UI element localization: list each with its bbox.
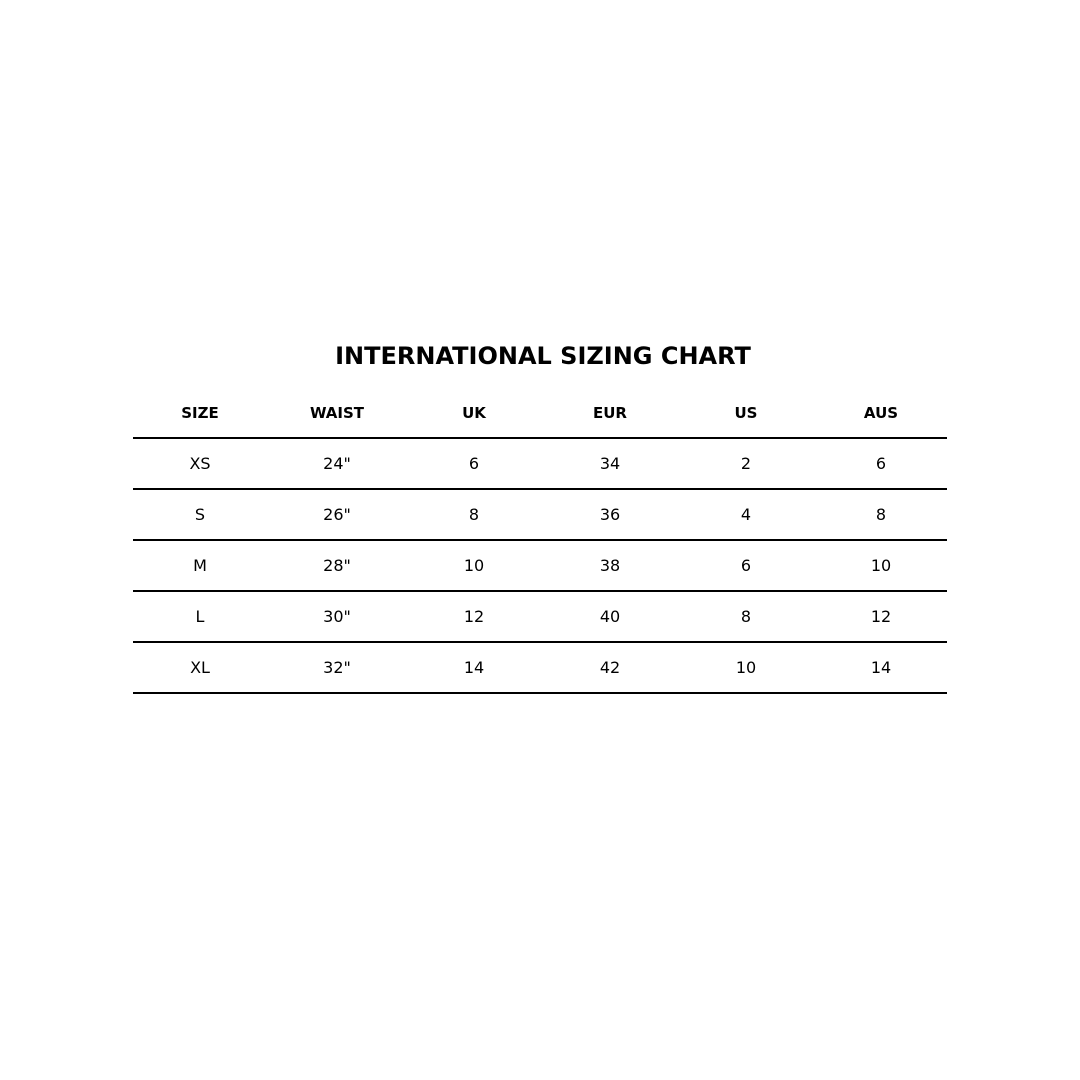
cell-us: 2 xyxy=(740,454,752,473)
cell-waist: 32" xyxy=(323,658,351,677)
sizing-table xyxy=(133,392,947,694)
cell-eur: 38 xyxy=(599,556,621,575)
cell-uk: 12 xyxy=(463,607,485,626)
cell-aus: 8 xyxy=(875,505,887,524)
table-row xyxy=(133,439,947,490)
cell-waist: 24" xyxy=(323,454,351,473)
header-us: US xyxy=(734,403,758,422)
cell-aus: 10 xyxy=(870,556,892,575)
cell-uk: 8 xyxy=(468,505,480,524)
cell-uk: 6 xyxy=(468,454,480,473)
header-uk: UK xyxy=(462,403,486,422)
cell-uk: 14 xyxy=(463,658,485,677)
chart-title: INTERNATIONAL SIZING CHART xyxy=(335,342,751,370)
table-row xyxy=(133,643,947,694)
cell-eur: 42 xyxy=(599,658,621,677)
cell-us: 6 xyxy=(740,556,752,575)
cell-us: 8 xyxy=(740,607,752,626)
cell-waist: 28" xyxy=(323,556,351,575)
header-aus: AUS xyxy=(863,403,899,422)
cell-waist: 26" xyxy=(323,505,351,524)
table-row xyxy=(133,490,947,541)
cell-size: M xyxy=(193,556,207,575)
cell-size: S xyxy=(194,505,206,524)
cell-eur: 34 xyxy=(599,454,621,473)
header-eur: EUR xyxy=(593,403,627,422)
cell-us: 10 xyxy=(735,658,757,677)
header-size: SIZE xyxy=(181,403,219,422)
cell-aus: 12 xyxy=(870,607,892,626)
cell-eur: 36 xyxy=(599,505,621,524)
cell-size: L xyxy=(195,607,205,626)
cell-us: 4 xyxy=(740,505,752,524)
cell-size: XL xyxy=(190,658,210,677)
cell-size: XS xyxy=(189,454,211,473)
table-row xyxy=(133,541,947,592)
table-header-row xyxy=(133,392,947,439)
table-row xyxy=(133,592,947,643)
header-waist: WAIST xyxy=(309,403,365,422)
cell-uk: 10 xyxy=(463,556,485,575)
cell-aus: 6 xyxy=(875,454,887,473)
cell-aus: 14 xyxy=(870,658,892,677)
cell-eur: 40 xyxy=(599,607,621,626)
cell-waist: 30" xyxy=(323,607,351,626)
